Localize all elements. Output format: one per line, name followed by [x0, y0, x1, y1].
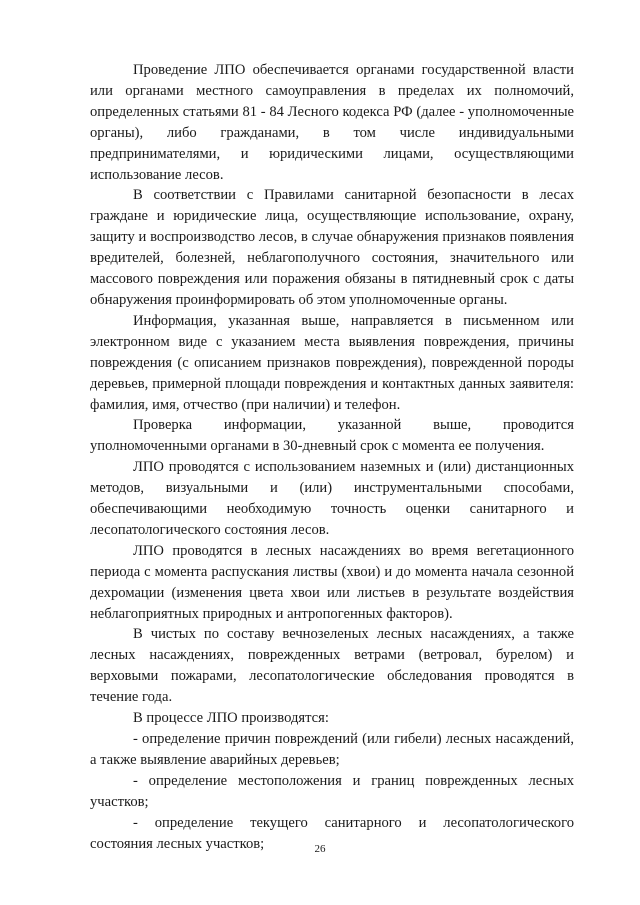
paragraph-3: Информация, указанная выше, направляется в письменном или электронном виде с указанием места выявления повреждения, причины повреждения (с описанием признаков повреждения), поврежденной породы деревьев, примерной площади повреждения и контактных данных заявителя: фамилия, имя, отчество (при наличии) и телефон. — [90, 312, 574, 413]
paragraph-5: ЛПО проводятся с использованием наземных и (или) дистанционных методов, визуальными и (или) инструментальными способами, обеспечивающими необходимую точность оценки санитарного и лесопатологического состояния лесов. — [90, 459, 574, 538]
paragraph-7: В чистых по составу вечнозеленых лесных насаждениях, а также лесных насаждениях, поврежденных ветрами (ветровал, бурелом) и верховыми пожарами, лесопатологические обследования проводятся в течение года. — [90, 626, 574, 706]
document-body — [90, 60, 574, 854]
paragraph-6: ЛПО проводятся в лесных насаждениях во время вегетационного периода с момента распускания листвы (хвои) и до момента начала сезонной дехромации (изменения цвета хвои или листьев в результате воздействия неблагоприятных природных и антропогенных факторов). — [90, 542, 574, 622]
paragraph-2: В соответствии с Правилами санитарной безопасности в лесах граждане и юридические лица, осуществляющие использование, охрану, защиту и воспроизводство лесов, в случае обнаружения признаков появления вредителей, болезней, неблагополучного состояния, значительного или массового повреждения или поражения обязаны в пятидневный срок с даты обнаружения проинформировать об этом уполномоченные органы. — [90, 187, 574, 308]
paragraph-4: Проверка информации, указанной выше, проводится уполномоченными органами в 30-дневный срок с момента ее получения. — [90, 417, 574, 455]
list-item-3: - определение текущего санитарного и лесопатологического состояния лесных участков; — [90, 814, 574, 852]
paragraph-1: Проведение ЛПО обеспечивается органами государственной власти или органами местного самоуправления в пределах их полномочий, определенных статьями 81 - 84 Лесного кодекса РФ (далее - уполномоченные органы), либо гражданами, в том числе индивидуальными предпринимателями, и юридическими лицами, осуществляющими использование лесов. — [90, 62, 574, 183]
page-number: 26 — [314, 843, 326, 855]
list-item-2: - определение местоположения и границ поврежденных лесных участков; — [90, 772, 574, 810]
list-item-1: - определение причин повреждений (или гибели) лесных насаждений, а также выявление аварийных деревьев; — [90, 731, 574, 768]
paragraph-8: В процессе ЛПО производятся: — [133, 710, 329, 727]
